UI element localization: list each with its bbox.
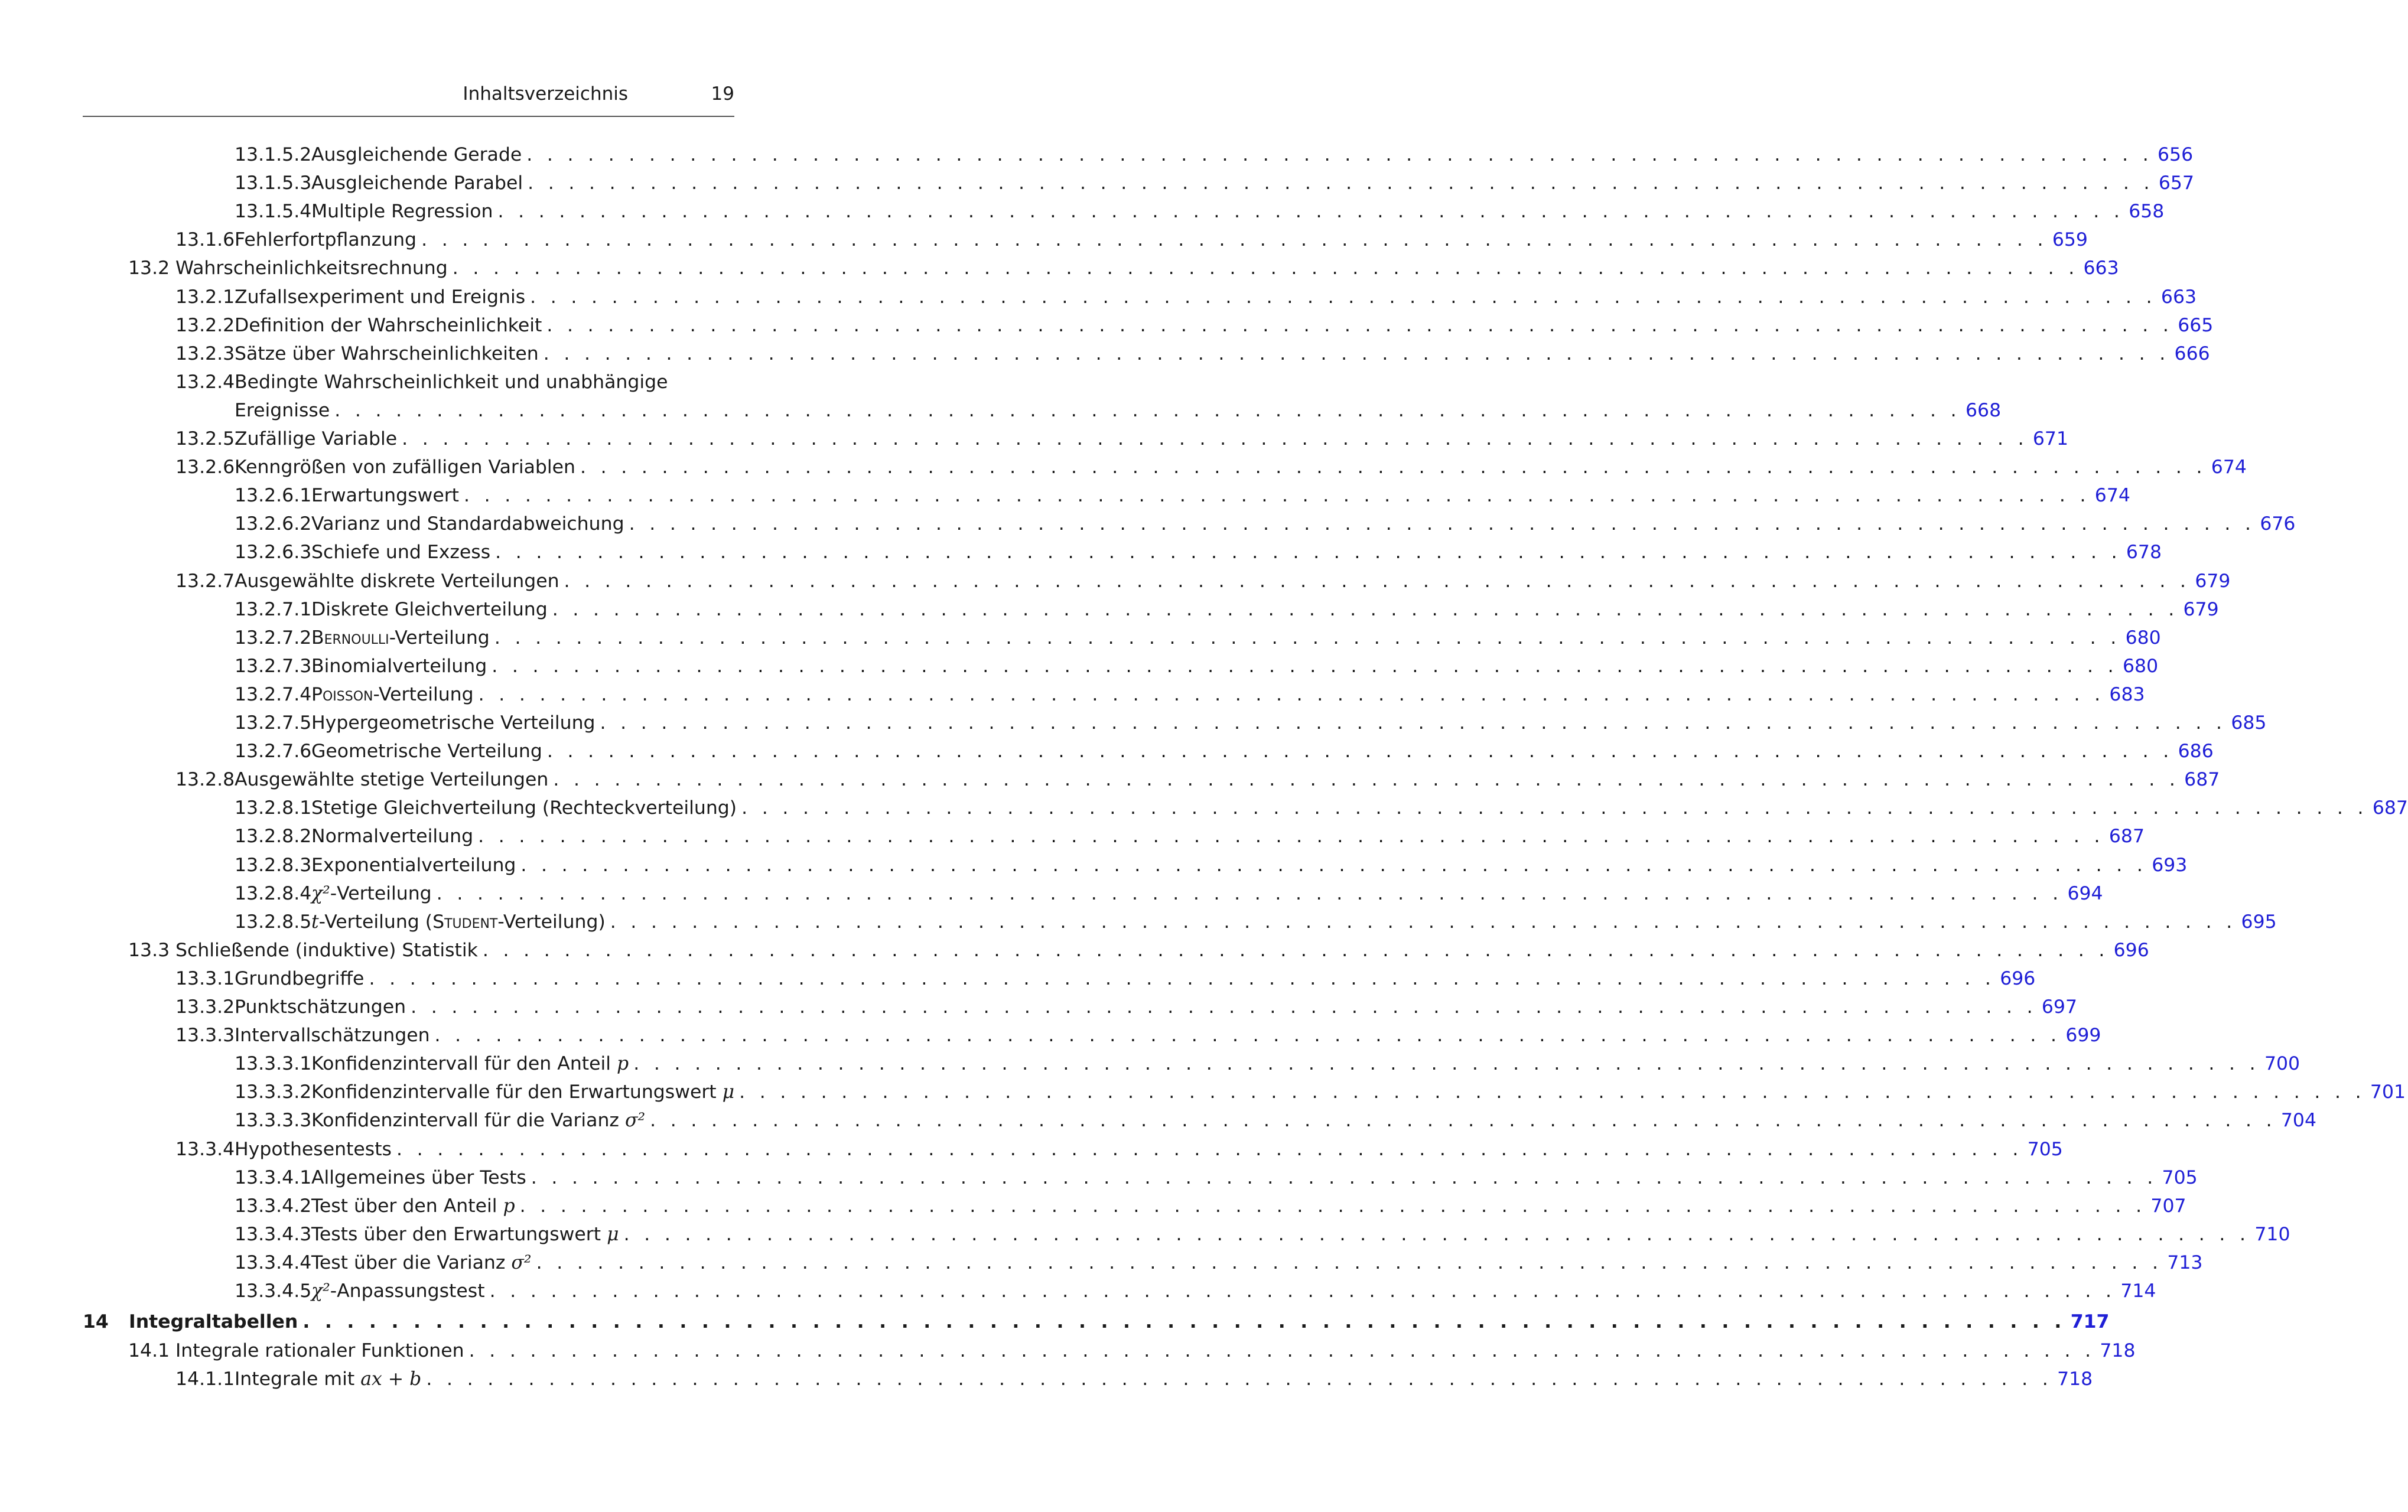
toc-entry-title: Hypergeometrische Verteilung [311,712,596,734]
toc-entry-title: χ²-Anpassungstest [311,1280,485,1302]
toc-entry[interactable] [235,709,2267,737]
toc-entry-title: Hypothesentests [235,1138,392,1160]
toc-dot-leader: . . . . . . . . . . . . . . . . . . . . . . . . . . . . . . . . . . . . . . . . . . . . . . . . . . . . . . . . . . . . . . . . . . . . . . . . . . . . . . . . [452,258,2079,279]
toc-entry-continuation[interactable] [235,396,2002,425]
toc-entry-number: 13.1.5.3 [235,172,312,194]
toc-entry[interactable] [235,595,2219,624]
toc-entry-number: 13.2.7.4 [235,683,312,705]
toc-entry-title: Kenngrößen von zufälligen Variablen [235,457,576,478]
toc-dot-leader: . . . . . . . . . . . . . . . . . . . . . . . . . . . . . . . . . . . . . . . . . . . . . . . . . . . . . . . . . . . . . . . . . . . . . . . . . . . . . . . . [528,172,2154,194]
toc-entry-number: 13.1.5.2 [235,144,312,165]
toc-entry-number: 13.3.1 [175,967,235,989]
toc-entry-title: Wahrscheinlichkeitsrechnung [175,258,448,279]
toc-dot-leader: . . . . . . . . . . . . . . . . . . . . . . . . . . . . . . . . . . . . . . . . . . . . . . . . . . . . . . . . . . . . . . . . . . . . . . . . . . . . . . . . [464,485,2090,507]
toc-page-link[interactable]: 671 [2032,428,2069,449]
toc-entry-title: Bedingte Wahrscheinlichkeit und unabhängige [235,371,668,393]
toc-page-link[interactable]: 686 [2178,741,2214,762]
toc-entry-title: Konfidenzintervall für die Varianz σ² [311,1110,646,1132]
toc-dot-leader: . . . . . . . . . . . . . . . . . . . . . . . . . . . . . . . . . . . . . . . . . . . . . . . . . . . . . . . . . . . . . . . . . . . . . . . . . . . . . . . . [302,1311,2066,1333]
toc-dot-leader: . . . . . . . . . . . . . . . . . . . . . . . . . . . . . . . . . . . . . . . . . . . . . . . . . . . . . . . . . . . . . . . . . . . . . . . . . . . . . . . . [468,1340,2095,1361]
toc-entry[interactable] [235,822,2145,850]
toc-entry[interactable] [175,226,2088,254]
toc-page-link[interactable]: 680 [2125,627,2161,649]
toc-entry[interactable] [235,197,2165,226]
toc-entry-number: 13.2.6.3 [235,542,312,563]
toc-page-link[interactable]: 693 [2152,854,2188,876]
toc-page-link[interactable]: 680 [2123,655,2159,677]
toc-page-link[interactable]: 687 [2108,826,2145,848]
toc-page-link[interactable]: 696 [2000,967,2036,989]
toc-entry[interactable] [235,1050,2300,1078]
toc-entry-title: χ²-Verteilung [311,882,432,904]
toc-page-link[interactable]: 674 [2211,457,2247,478]
toc-dot-leader: . . . . . . . . . . . . . . . . . . . . . . . . . . . . . . . . . . . . . . . . . . . . . . . . . . . . . . . . . . . . . . . . . . . . . . . . . . . . . . . . [494,627,2121,649]
toc-dot-leader: . . . . . . . . . . . . . . . . . . . . . . . . . . . . . . . . . . . . . . . . . . . . . . . . . . . . . . . . . . . . . . . . . . . . . . . . . . . . . . . . [552,598,2179,620]
toc-dot-leader: . . . . . . . . . . . . . . . . . . . . . . . . . . . . . . . . . . . . . . . . . . . . . . . . . . . . . . . . . . . . . . . . . . . . . . . . . . . . . . . . [478,826,2104,848]
toc-entry[interactable] [235,169,2194,197]
toc-entry-title: Integrale rationaler Funktionen [175,1340,464,1361]
toc-entry-title: Fehlerfortpflanzung [235,229,417,251]
toc-entry-number: 13.3.3.3 [235,1110,312,1132]
toc-entry[interactable] [175,340,2210,368]
toc-entry[interactable] [175,567,2231,595]
toc-entry-number: 13.2.4 [175,371,235,393]
toc-dot-leader: . . . . . . . . . . . . . . . . . . . . . . . . . . . . . . . . . . . . . . . . . . . . . . . . . . . . . . . . . . . . . . . . . . . . . . . . . . . . . . . . [543,343,2170,364]
toc-entry-number: 13.2.7 [175,570,235,592]
toc-entry-title: Ausgewählte diskrete Verteilungen [235,570,559,592]
toc-entry-number: 14 [83,1311,109,1333]
toc-entry-number: 13.2.8 [175,769,235,791]
toc-entry-title: Schiefe und Exzess [311,542,491,563]
toc-entry-number: 13.2.3 [175,343,235,364]
toc-dot-leader: . . . . . . . . . . . . . . . . . . . . . . . . . . . . . . . . . . . . . . . . . . . . . . . . . . . . . . . . . . . . . . . . . . . . . . . . . . . . . . . . [553,769,2180,791]
toc-entry[interactable] [128,936,2149,964]
toc-entry-number: 13.3.4.3 [235,1223,312,1245]
toc-page-link[interactable]: 705 [2162,1166,2198,1188]
running-header-title: Inhaltsverzeichnis [463,83,628,105]
toc-page-link[interactable]: 713 [2167,1252,2203,1273]
toc-page-link[interactable]: 683 [2109,683,2145,705]
toc-entry[interactable] [235,737,2214,765]
toc-dot-leader: . . . . . . . . . . . . . . . . . . . . . . . . . . . . . . . . . . . . . . . . . . . . . . . . . . . . . . . . . . . . . . . . . . . . . . . . . . . . . . . . [526,144,2153,165]
toc-entry-number: 13.2.6 [175,457,235,478]
toc-entry-title: Zufällige Variable [235,428,398,449]
toc-entry-number: 13.3.3.1 [235,1053,312,1075]
toc-page-link[interactable]: 668 [1965,399,2002,421]
toc-dot-leader: . . . . . . . . . . . . . . . . . . . . . . . . . . . . . . . . . . . . . . . . . . . . . . . . . . . . . . . . . . . . . . . . . . . . . . . . . . . . . . . . [531,1166,2158,1188]
toc-entry-title: Integraltabellen [129,1311,298,1333]
toc-dot-leader: . . . . . . . . . . . . . . . . . . . . . . . . . . . . . . . . . . . . . . . . . . . . . . . . . . . . . . . . . . . . . . . . . . . . . . . . . . . . . . . . [564,570,2191,592]
toc-entry-title: Schließende (induktive) Statistik [175,939,478,961]
toc-entry-title: Varianz und Standardabweichung [311,513,624,535]
toc-entry-number: 13.3.4.5 [235,1280,312,1302]
toc-dot-leader: . . . . . . . . . . . . . . . . . . . . . . . . . . . . . . . . . . . . . . . . . . . . . . . . . . . . . . . . . . . . . . . . . . . . . . . . . . . . . . . . [623,1223,2250,1245]
toc-dot-leader: . . . . . . . . . . . . . . . . . . . . . . . . . . . . . . . . . . . . . . . . . . . . . . . . . . . . . . . . . . . . . . . . . . . . . . . . . . . . . . . . [426,1368,2053,1390]
toc-dot-leader: . . . . . . . . . . . . . . . . . . . . . . . . . . . . . . . . . . . . . . . . . . . . . . . . . . . . . . . . . . . . . . . . . . . . . . . . . . . . . . . . [580,457,2207,478]
toc-entry-number: 13.2.8.2 [235,826,312,848]
toc-dot-leader: . . . . . . . . . . . . . . . . . . . . . . . . . . . . . . . . . . . . . . . . . . . . . . . . . . . . . . . . . . . . . . . . . . . . . . . . . . . . . . . . [495,542,2121,563]
toc-entry-title: Ausgleichende Parabel [311,172,523,194]
toc-page-link[interactable]: 714 [2120,1280,2156,1302]
toc-entry-title: Erwartungswert [311,485,460,507]
running-header-page-number: 19 [711,83,734,105]
toc-page-link[interactable]: 699 [2065,1025,2101,1047]
toc-chapter-entry[interactable] [83,1308,2110,1336]
toc-dot-leader: . . . . . . . . . . . . . . . . . . . . . . . . . . . . . . . . . . . . . . . . . . . . . . . . . . . . . . . . . . . . . . . . . . . . . . . . . . . . . . . . [489,1280,2116,1302]
toc-entry[interactable] [235,1277,2156,1305]
toc-entry[interactable] [235,481,2130,510]
toc-dot-leader: . . . . . . . . . . . . . . . . . . . . . . . . . . . . . . . . . . . . . . . . . . . . . . . . . . . . . . . . . . . . . . . . . . . . . . . . . . . . . . . . [546,314,2173,336]
toc-page-link[interactable]: 696 [2113,939,2149,961]
toc-entry-title: Diskrete Gleichverteilung [311,598,548,620]
toc-entry-title: Allgemeines über Tests [311,1166,526,1188]
toc-page-link[interactable]: 705 [2027,1138,2063,1160]
toc-entry-number: 13.2.6.1 [235,485,312,507]
toc-entry-number: 13.1.5.4 [235,201,312,223]
toc-dot-leader: . . . . . . . . . . . . . . . . . . . . . . . . . . . . . . . . . . . . . . . . . . . . . . . . . . . . . . . . . . . . . . . . . . . . . . . . . . . . . . . . [600,712,2227,734]
toc-entry-number: 13.2 [128,258,170,279]
toc-page-link[interactable]: 663 [2160,286,2197,308]
toc-dot-leader: . . . . . . . . . . . . . . . . . . . . . . . . . . . . . . . . . . . . . . . . . . . . . . . . . . . . . . . . . . . . . . . . . . . . . . . . . . . . . . . . [629,513,2256,535]
toc-entry[interactable] [175,1365,2093,1393]
toc-page-link[interactable]: 704 [2280,1110,2317,1132]
toc-dot-leader: . . . . . . . . . . . . . . . . . . . . . . . . . . . . . . . . . . . . . . . . . . . . . . . . . . . . . . . . . . . . . . . . . . . . . . . . . . . . . . . . [546,741,2173,762]
toc-entry-title: Test über die Varianz σ² [311,1252,532,1273]
toc-dot-leader: . . . . . . . . . . . . . . . . . . . . . . . . . . . . . . . . . . . . . . . . . . . . . . . . . . . . . . . . . . . . . . . . . . . . . . . . . . . . . . . . [369,967,1996,989]
toc-dot-leader: . . . . . . . . . . . . . . . . . . . . . . . . . . . . . . . . . . . . . . . . . . . . . . . . . . . . . . . . . . . . . . . . . . . . . . . . . . . . . . . . [482,939,2109,961]
toc-dot-leader: . . . . . . . . . . . . . . . . . . . . . . . . . . . . . . . . . . . . . . . . . . . . . . . . . . . . . . . . . . . . . . . . . . . . . . . . . . . . . . . . [520,854,2147,876]
toc-page-link[interactable]: 695 [2241,911,2277,933]
toc-entry-title: Bernoulli-Verteilung [311,627,490,649]
toc-entry-number: 13.1.6 [175,229,235,251]
toc-entry-title: Test über den Anteil p [311,1195,515,1217]
toc-page-link[interactable]: 674 [2094,485,2130,507]
toc-entry[interactable] [175,765,2220,794]
toc-entry-number: 13.2.7.3 [235,655,312,677]
toc-entry[interactable] [235,510,2296,538]
toc-entry-title: Zufallsexperiment und Ereignis [235,286,526,308]
toc-entry[interactable] [235,680,2145,709]
toc-entry[interactable] [175,964,2036,993]
toc-entry[interactable] [235,1192,2186,1220]
toc-page-link[interactable]: 701 [2370,1081,2406,1103]
toc-page-link[interactable]: 657 [2158,172,2194,194]
toc-entry-title: Binomialverteilung [311,655,487,677]
toc-dot-leader: . . . . . . . . . . . . . . . . . . . . . . . . . . . . . . . . . . . . . . . . . . . . . . . . . . . . . . . . . . . . . . . . . . . . . . . . . . . . . . . . [434,1025,2061,1047]
toc-page-link[interactable]: 710 [2254,1223,2290,1245]
toc-entry[interactable] [235,652,2159,680]
toc-entry-number: 13.2.8.5 [235,911,312,933]
toc-entry-title: Definition der Wahrscheinlichkeit [235,314,542,336]
toc-dot-leader: . . . . . . . . . . . . . . . . . . . . . . . . . . . . . . . . . . . . . . . . . . . . . . . . . . . . . . . . . . . . . . . . . . . . . . . . . . . . . . . . [650,1110,2276,1132]
toc-page-link[interactable]: 700 [2264,1053,2300,1075]
toc-entry-number: 13.3.4 [175,1138,235,1160]
toc-entry-number: 13.2.5 [175,428,235,449]
toc-entry-title: Punktschätzungen [235,996,406,1018]
toc-entry-title: Geometrische Verteilung [311,741,542,762]
toc-entry-title: Exponentialverteilung [311,854,516,876]
toc-entry[interactable] [235,1249,2203,1277]
toc-entry-number: 13.3.4.1 [235,1166,312,1188]
toc-dot-leader: . . . . . . . . . . . . . . . . . . . . . . . . . . . . . . . . . . . . . . . . . . . . . . . . . . . . . . . . . . . . . . . . . . . . . . . . . . . . . . . . [334,399,1961,421]
toc-entry-number: 13.2.7.2 [235,627,312,649]
toc-dot-leader: . . . . . . . . . . . . . . . . . . . . . . . . . . . . . . . . . . . . . . . . . . . . . . . . . . . . . . . . . . . . . . . . . . . . . . . . . . . . . . . . [536,1252,2163,1273]
toc-entry[interactable] [235,794,2408,822]
toc-page-link[interactable]: 718 [2100,1340,2136,1361]
toc-page-link[interactable]: 665 [2178,314,2214,336]
toc-entry[interactable] [175,311,2214,340]
toc-page-link[interactable]: 679 [2195,570,2231,592]
toc-page-link[interactable]: 658 [2129,201,2165,223]
toc-dot-leader: . . . . . . . . . . . . . . . . . . . . . . . . . . . . . . . . . . . . . . . . . . . . . . . . . . . . . . . . . . . . . . . . . . . . . . . . . . . . . . . . [421,229,2048,251]
toc-entry[interactable] [235,1164,2198,1192]
toc-entry-number: 13.2.7.1 [235,598,312,620]
toc-entry[interactable] [128,1337,2136,1365]
toc-dot-leader: . . . . . . . . . . . . . . . . . . . . . . . . . . . . . . . . . . . . . . . . . . . . . . . . . . . . . . . . . . . . . . . . . . . . . . . . . . . . . . . . [741,797,2368,819]
toc-entry-number: 13.2.8.1 [235,797,312,819]
toc-entry-number: 13.3.3.2 [235,1081,312,1103]
toc-entry[interactable] [235,141,2194,169]
toc-page-link[interactable]: 718 [2057,1368,2093,1390]
toc-entry[interactable] [235,851,2188,879]
toc-entry[interactable] [128,254,2119,282]
toc-entry[interactable] [175,1021,2101,1050]
toc-entry-title: Poisson-Verteilung [311,683,474,705]
toc-entry[interactable] [175,453,2247,481]
toc-entry-title: Konfidenzintervall für den Anteil p [311,1053,629,1075]
toc-page-link[interactable]: 659 [2052,229,2088,251]
toc-entry-number: 13.2.1 [175,286,235,308]
toc-dot-leader: . . . . . . . . . . . . . . . . . . . . . . . . . . . . . . . . . . . . . . . . . . . . . . . . . . . . . . . . . . . . . . . . . . . . . . . . . . . . . . . . [610,911,2237,933]
toc-entry-number: 13.3.4.2 [235,1195,312,1217]
toc-entry[interactable] [235,538,2162,566]
toc-page-link[interactable]: 694 [2067,882,2103,904]
toc-page-link[interactable]: 666 [2174,343,2210,364]
toc-entry[interactable] [235,624,2161,652]
toc-dot-leader: . . . . . . . . . . . . . . . . . . . . . . . . . . . . . . . . . . . . . . . . . . . . . . . . . . . . . . . . . . . . . . . . . . . . . . . . . . . . . . . . [497,201,2124,223]
toc-dot-leader: . . . . . . . . . . . . . . . . . . . . . . . . . . . . . . . . . . . . . . . . . . . . . . . . . . . . . . . . . . . . . . . . . . . . . . . . . . . . . . . . [633,1053,2260,1075]
toc-entry-number: 13.3 [128,939,170,961]
toc-entry-title: Ausgleichende Gerade [311,144,522,165]
toc-entry[interactable] [235,1220,2290,1249]
toc-entry-title: Multiple Regression [311,201,493,223]
toc-entry[interactable] [235,879,2103,908]
toc-entry-number: 14.1 [128,1340,170,1361]
toc-entry-number: 13.2.6.2 [235,513,312,535]
toc-dot-leader: . . . . . . . . . . . . . . . . . . . . . . . . . . . . . . . . . . . . . . . . . . . . . . . . . . . . . . . . . . . . . . . . . . . . . . . . . . . . . . . . [519,1195,2146,1217]
toc-entry[interactable] [175,283,2197,311]
toc-dot-leader: . . . . . . . . . . . . . . . . . . . . . . . . . . . . . . . . . . . . . . . . . . . . . . . . . . . . . . . . . . . . . . . . . . . . . . . . . . . . . . . . [396,1138,2023,1160]
toc-entry-title: Konfidenzintervalle für den Erwartungswert μ [311,1081,735,1103]
toc-entry-title: Intervallschätzungen [235,1025,430,1047]
toc-entry-title: Ausgewählte stetige Verteilungen [235,769,549,791]
toc-entry-title-continuation: Ereignisse [235,399,330,421]
toc-page-link[interactable]: 697 [2041,996,2078,1018]
toc-page-link[interactable]: 685 [2231,712,2267,734]
toc-entry[interactable] [175,993,2078,1021]
toc-entry-title: t-Verteilung (Student-Verteilung) [311,911,606,933]
toc-entry[interactable] [235,1106,2317,1135]
toc-page-link[interactable]: 663 [2083,258,2119,279]
toc-page-link[interactable]: 678 [2126,542,2162,563]
toc-entry-number: 13.2.8.4 [235,882,312,904]
toc-dot-leader: . . . . . . . . . . . . . . . . . . . . . . . . . . . . . . . . . . . . . . . . . . . . . . . . . . . . . . . . . . . . . . . . . . . . . . . . . . . . . . . . [492,655,2118,677]
toc-entry[interactable] [235,1078,2406,1106]
toc-entry-title: Grundbegriffe [235,967,365,989]
toc-entry[interactable] [235,908,2277,936]
toc-entry-number: 13.3.3 [175,1025,235,1047]
toc-dot-leader: . . . . . . . . . . . . . . . . . . . . . . . . . . . . . . . . . . . . . . . . . . . . . . . . . . . . . . . . . . . . . . . . . . . . . . . . . . . . . . . . [411,996,2037,1018]
toc-dot-leader: . . . . . . . . . . . . . . . . . . . . . . . . . . . . . . . . . . . . . . . . . . . . . . . . . . . . . . . . . . . . . . . . . . . . . . . . . . . . . . . . [436,882,2063,904]
toc-dot-leader: . . . . . . . . . . . . . . . . . . . . . . . . . . . . . . . . . . . . . . . . . . . . . . . . . . . . . . . . . . . . . . . . . . . . . . . . . . . . . . . . [402,428,2028,449]
toc-page-link[interactable]: 687 [2184,769,2220,791]
toc-entry[interactable] [175,425,2069,453]
toc-entry-number: 13.3.2 [175,996,235,1018]
toc-entry-title: Tests über den Erwartungswert μ [311,1223,619,1245]
toc-entry-number: 13.2.2 [175,314,235,336]
toc-dot-leader: . . . . . . . . . . . . . . . . . . . . . . . . . . . . . . . . . . . . . . . . . . . . . . . . . . . . . . . . . . . . . . . . . . . . . . . . . . . . . . . . [478,683,2105,705]
toc-entry[interactable] [175,368,668,396]
toc-entry-number: 13.2.8.3 [235,854,312,876]
toc-page-link[interactable]: 707 [2150,1195,2186,1217]
toc-entry-number: 14.1.1 [175,1368,235,1390]
toc-entry-title: Sätze über Wahrscheinlichkeiten [235,343,539,364]
toc-entry-title: Stetige Gleichverteilung (Rechteckverteilung) [311,797,737,819]
toc-page-link[interactable]: 676 [2260,513,2296,535]
toc-page-link[interactable]: 687 [2372,797,2408,819]
toc-entry-number: 13.3.4.4 [235,1252,312,1273]
toc-entry[interactable] [175,1135,2063,1164]
toc-dot-leader: . . . . . . . . . . . . . . . . . . . . . . . . . . . . . . . . . . . . . . . . . . . . . . . . . . . . . . . . . . . . . . . . . . . . . . . . . . . . . . . . [739,1081,2365,1103]
toc-page-link[interactable]: 656 [2158,144,2194,165]
toc-dot-leader: . . . . . . . . . . . . . . . . . . . . . . . . . . . . . . . . . . . . . . . . . . . . . . . . . . . . . . . . . . . . . . . . . . . . . . . . . . . . . . . . [530,286,2156,308]
toc-entry-number: 13.2.7.5 [235,712,312,734]
toc-entry-title: Integrale mit ax + b [235,1368,422,1390]
toc-page-link[interactable]: 679 [2183,598,2219,620]
toc-entry-number: 13.2.7.6 [235,741,312,762]
toc-page-link[interactable]: 717 [2070,1311,2110,1333]
toc-entry-title: Normalverteilung [311,826,474,848]
